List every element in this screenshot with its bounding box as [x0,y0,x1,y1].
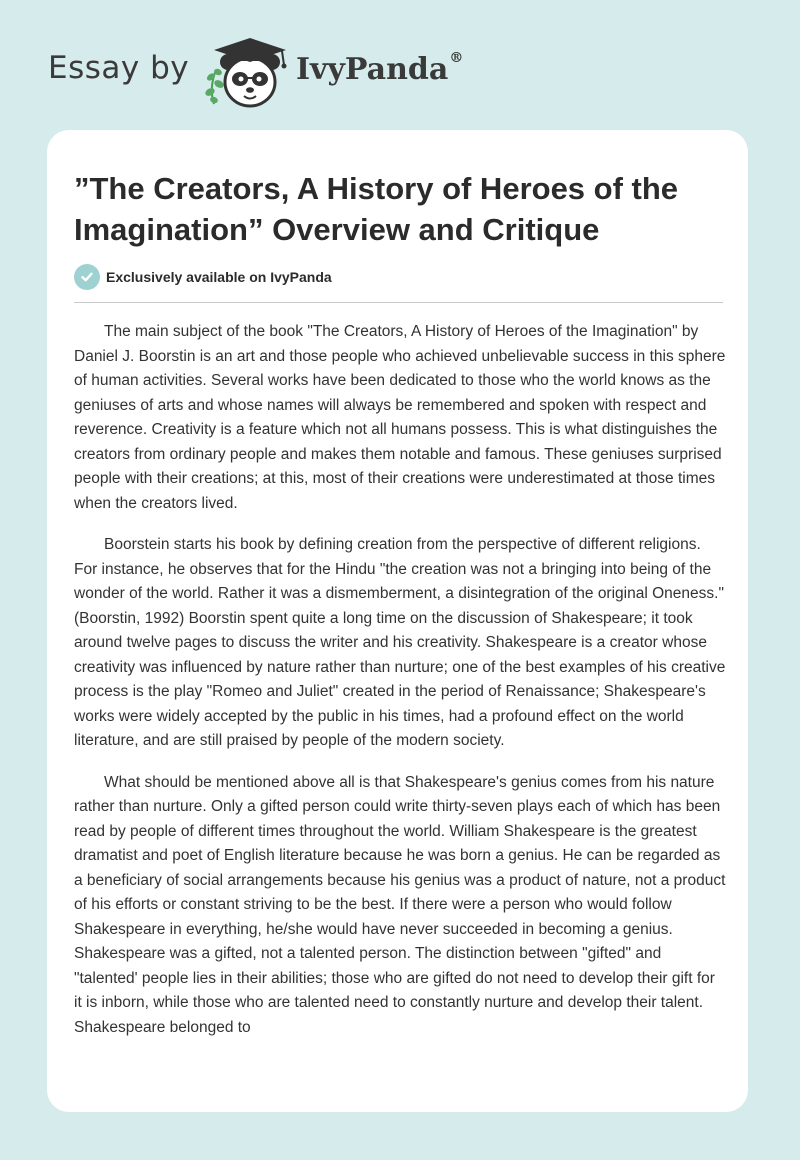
paragraph: What should be mentioned above all is that Shakespeare's genius comes from his nature rather than nurture. Only a gifted person could write thirty-seven plays each of which has been read by people of different times throughout the world. William Shakespeare is the greatest dramatist and poet of English literature because he was born a genius. He can be regarded as a beneficiary of social arrangements because his genius was a product of nature, not a product of his efforts or constant striving to be the best. If there were a person who would follow Shakespeare in everything, he/she would have never succeeded in becoming a genius. Shakespeare was a gifted, not a talented person. The distinction between "gifted" and "talented' people lies in their abilities; those who are gifted do not need to develop their gift for it is inborn, while those who are talented need to constantly nurture and develop their talent. Shakespeare belonged to [74,773,726,1036]
essay-by-label: Essay by [48,50,190,86]
divider [74,302,723,303]
site-header [0,0,800,130]
exclusive-badge [74,264,332,290]
brand-name[interactable] [296,52,463,87]
paragraph: The main subject of the book "The Creators, A History of Heroes of the Imagination" by Daniel J. Boorstin is an art and those people who achieved unbelievable success in this sphere of human activities. Several works have been dedicated to those who the world knows as the geniuses of arts and whose names will always be remembered and spoken with respect and reverence. Creativity is a feature which not all humans possess. This is what distinguishes the creators from ordinary people and makes them notable and famous. These geniuses surprised people with their creations; at this, most of their creations were underestimated at those times when the creators lived. [74,323,726,512]
paragraph: Boorstein starts his book by defining creation from the perspective of different religions. For instance, he observes that for the Hindu "the creation was not a bringing into being of the wonder of the world. Rather it was a dismemberment, a disintegration of the original Oneness." (Boorstin, 1992) Boorstin spent quite a long time on the discussion of Shakespeare; it took around twelve pages to discuss the writer and his creativity. Shakespeare is a creator whose creativity was influenced by nature rather than nurture; one of the best examples of his creative process is the play "Romeo and Juliet" created in the period of Renaissance; Shakespeare's works were widely accepted by the public in his times, had a profound effect on the world literature, and are still praised by people of the modern society. [74,536,726,749]
essay-card [47,130,748,1112]
panda-logo-icon [200,32,292,112]
check-circle-icon [74,264,100,290]
registered-mark: ® [449,50,464,66]
essay-body [74,320,726,1057]
exclusive-badge-label: Exclusively available on IvyPanda [106,269,332,285]
essay-title: ”The Creators, A History of Heroes of the Imagination” Overview and Critique [74,171,679,247]
brand-text: IvyPanda [296,52,449,87]
